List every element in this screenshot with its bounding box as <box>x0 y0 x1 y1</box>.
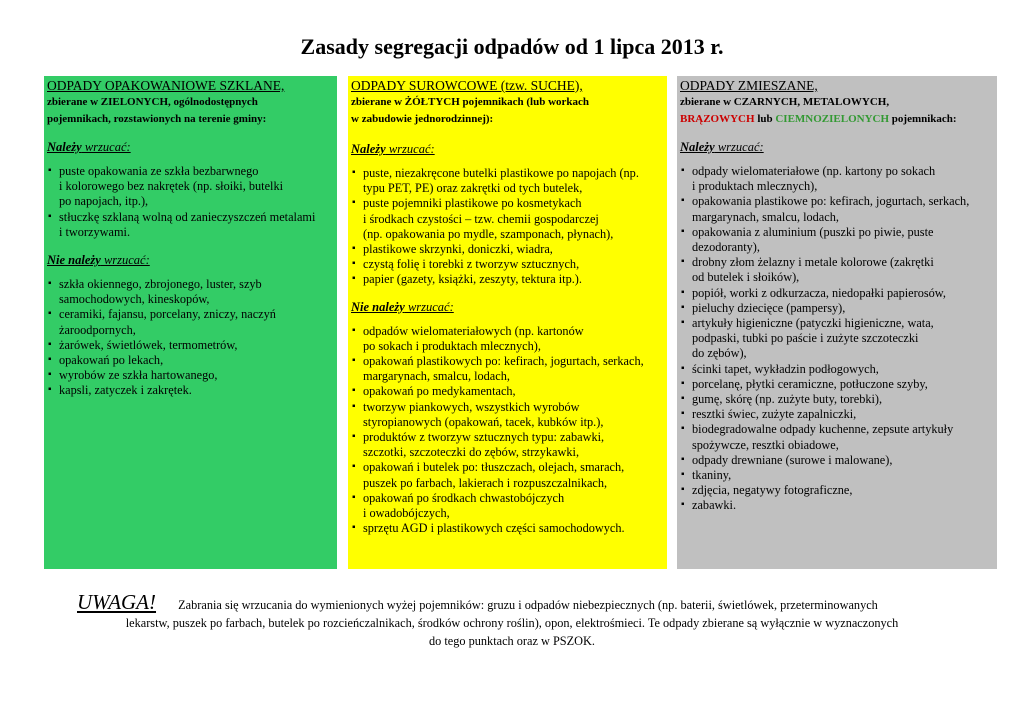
list-item-text: zabawki. <box>692 498 737 513</box>
bullet-icon: ▪ <box>352 243 356 255</box>
dry-waste-column <box>348 76 667 569</box>
warning-line-2: lekarstw, puszek po farbach, butelek po rozcieńczalnikach, środków ochrony roślin), opon, elektrośmieci. Te odpady zbierane są wyłącznie w wyznaczonych <box>125 616 899 630</box>
warning-line-1: Zabrania się wrzucania do wymienionych wyżej pojemników: gruzu i odpadów niebezpiecznych (np. baterii, świetlówek, przeterminowanych <box>178 598 878 612</box>
bullet-icon: ▪ <box>681 195 685 207</box>
list-item-text: po sokach i produktach mlecznych), <box>363 338 541 353</box>
bullet-icon: ▪ <box>681 423 685 435</box>
list-item-text: kapsli, zatyczek i zakrętek. <box>59 383 192 398</box>
list-item-text: styropianowych (opakowań, tacek, kubków itp.), <box>363 414 604 429</box>
list-item-text: odpady wielomateriałowe (np. kartony po sokach <box>692 164 936 178</box>
list-item-text: i owadobójczych, <box>363 506 450 521</box>
bullet-icon: ▪ <box>48 278 52 290</box>
mixed-sub-2: BRĄZOWYCH lub CIEMNOZIELONYCH pojemnikach: <box>680 113 957 125</box>
warning-label: UWAGA! <box>77 590 157 614</box>
bullet-icon: ▪ <box>48 369 52 381</box>
glass-forbidden-list <box>47 277 333 399</box>
list-item-text: plastikowe skrzynki, doniczki, wiadra, <box>363 242 553 257</box>
list-item <box>680 483 993 498</box>
bullet-icon: ▪ <box>681 317 685 329</box>
bullet-icon: ▪ <box>681 362 685 374</box>
list-item <box>47 338 333 353</box>
list-item-text: margarynach, smalcu, lodach, <box>363 369 510 384</box>
list-item-text: puste, niezakręcone butelki plastikowe po napojach (np. <box>363 166 639 180</box>
bullet-icon: ▪ <box>681 484 685 496</box>
list-item-text: biodegradowalne odpady kuchenne, zepsute artykuły <box>692 422 954 437</box>
bullet-icon: ▪ <box>352 197 356 209</box>
bullet-icon: ▪ <box>681 453 685 465</box>
list-item-text: i środkach czystości – tzw. chemii gospodarczej <box>363 211 599 226</box>
list-item-text: i kolorowego bez nakrętek (np. słoiki, butelki <box>59 179 284 194</box>
list-item-text: podpaski, tubki po paście i zużyte szczoteczki <box>692 331 919 346</box>
bullet-icon: ▪ <box>352 324 356 336</box>
bullet-icon: ▪ <box>352 258 356 270</box>
bullet-icon: ▪ <box>681 256 685 268</box>
list-item-text: opakowań i butelek po: tłuszczach, olejach, smarach, <box>363 460 625 475</box>
list-item-text: popiół, worki z odkurzacza, niedopałki papierosów, <box>692 285 946 300</box>
list-item-text: i tworzywami. <box>59 224 131 239</box>
list-item-text: porcelanę, płytki ceramiczne, potłuczone szyby, <box>692 376 928 391</box>
list-item <box>47 353 333 368</box>
list-item-text: i produktach mlecznych), <box>692 179 818 194</box>
list-item-text: spożywcze, resztki obiadowe, <box>692 437 839 452</box>
warning-block <box>0 590 1024 650</box>
brown-bins-label: BRĄZOWYCH <box>680 113 755 125</box>
list-item <box>47 210 333 240</box>
list-item-text: tworzyw piankowych, wszystkich wyrobów <box>363 399 580 414</box>
list-item <box>351 324 663 354</box>
list-item-text: papier (gazety, książki, zeszyty, tektura itp.). <box>363 272 582 287</box>
bullet-icon: ▪ <box>48 210 52 222</box>
bullet-icon: ▪ <box>352 385 356 397</box>
list-item <box>351 521 663 536</box>
list-item-text: puszek po farbach, lakierach i rozpuszczalnikach, <box>363 475 608 490</box>
list-item-text: (np. opakowania po mydle, szamponach, płynach), <box>363 226 614 241</box>
glass-allowed-list <box>47 164 333 240</box>
list-item <box>680 392 993 407</box>
list-item <box>351 242 663 257</box>
bullet-icon: ▪ <box>352 167 356 178</box>
list-item-text: ceramiki, fajansu, porcelany, zniczy, naczyń <box>59 307 276 322</box>
glass-forbidden-title: Nie należy wrzucać: <box>47 253 150 268</box>
bullet-icon: ▪ <box>681 408 685 420</box>
bullet-icon: ▪ <box>352 355 356 367</box>
list-item <box>680 286 993 301</box>
dry-heading: ODPADY SUROWCOWE (tzw. SUCHE), <box>351 78 583 93</box>
list-item-text: sprzętu AGD i plastikowych części samochodowych. <box>363 521 625 536</box>
dry-allowed-title: Należy wrzucać: <box>351 142 435 156</box>
list-item-text: opakowań po medykamentach, <box>363 384 516 399</box>
list-item-text: opakowań po środkach chwastobójczych <box>363 490 565 505</box>
bullet-icon: ▪ <box>681 469 685 481</box>
list-item-text: czystą folię i torebki z tworzyw sztucznych, <box>363 257 580 272</box>
list-item <box>351 272 663 287</box>
glass-sub-2: pojemnikach, rozstawionych na terenie gminy: <box>47 113 267 125</box>
bullet-icon: ▪ <box>681 377 685 389</box>
list-item-text: pieluchy dziecięce (pampersy), <box>692 300 846 315</box>
list-item <box>680 377 993 392</box>
list-item-text: zdjęcia, negatywy fotograficzne, <box>692 483 853 498</box>
glass-allowed-title: Należy wrzucać: <box>47 140 131 154</box>
list-item-text: opakowań po lekach, <box>59 353 164 368</box>
list-item-text: ścinki tapet, wykładzin podłogowych, <box>692 361 879 376</box>
glass-sub-1: zbierane w ZIELONYCH, ogólnodostępnych <box>47 96 258 108</box>
list-item <box>351 400 663 430</box>
bullet-icon: ▪ <box>681 225 685 237</box>
dry-allowed-list <box>351 166 663 288</box>
list-item <box>680 316 993 362</box>
list-item <box>680 255 993 285</box>
dry-sub-2: w zabudowie jednorodzinnej): <box>351 113 494 125</box>
list-item <box>47 164 333 210</box>
list-item-text: odpady drewniane (surowe i malowane), <box>692 452 893 467</box>
list-item-text: po napojach, itp.), <box>59 194 149 209</box>
bullet-icon: ▪ <box>681 499 685 511</box>
glass-heading: ODPADY OPAKOWANIOWE SZKLANE, <box>47 78 285 93</box>
list-item-text: gumę, skórę (np. zużyte buty, torebki), <box>692 392 883 407</box>
list-item-text: produktów z tworzyw sztucznych typu: zabawki, <box>363 430 605 445</box>
list-item <box>351 166 663 196</box>
list-item <box>351 196 663 242</box>
dry-sub-1: zbierane w ŻÓŁTYCH pojemnikach (lub workach <box>351 96 590 108</box>
bullet-icon: ▪ <box>48 308 52 320</box>
list-item <box>680 453 993 468</box>
list-item-text: tkaniny, <box>692 468 732 483</box>
list-item-text: stłuczkę szklaną wolną od zanieczyszczeń metalami <box>59 209 316 224</box>
list-item <box>351 257 663 272</box>
list-item-text: szkła okiennego, zbrojonego, luster, szyb <box>59 277 262 292</box>
bullet-icon: ▪ <box>681 165 685 176</box>
mixed-allowed-title: Należy wrzucać: <box>680 140 764 154</box>
list-item <box>47 307 333 337</box>
dry-forbidden-list <box>351 324 663 537</box>
list-item <box>680 498 993 513</box>
list-item-text: typu PET, PE) oraz zakrętki od tych butelek, <box>363 181 583 196</box>
mixed-allowed-list <box>680 164 993 514</box>
mixed-waste-column <box>677 76 997 569</box>
list-item <box>680 164 993 194</box>
bullet-icon: ▪ <box>48 354 52 366</box>
list-item-text: dezodoranty), <box>692 240 760 255</box>
list-item <box>351 430 663 460</box>
bullet-icon: ▪ <box>352 491 356 503</box>
list-item-text: puste pojemniki plastikowe po kosmetykach <box>363 196 582 211</box>
dry-forbidden-title: Nie należy wrzucać: <box>351 299 454 314</box>
list-item-text: margarynach, smalcu, lodach, <box>692 209 839 224</box>
list-item <box>680 194 993 224</box>
list-item-text: żarówek, świetlówek, termometrów, <box>59 337 238 352</box>
list-item-text: resztki świec, zużyte zapalniczki, <box>692 407 857 422</box>
list-item <box>351 384 663 399</box>
mixed-heading: ODPADY ZMIESZANE, <box>680 78 818 93</box>
list-item <box>680 225 993 255</box>
bullet-icon: ▪ <box>681 301 685 313</box>
list-item <box>680 422 993 452</box>
list-item <box>47 277 333 307</box>
list-item-text: opakowania plastikowe po: kefirach, jogurtach, serkach, <box>692 194 970 209</box>
list-item <box>47 383 333 398</box>
list-item-text: samochodowych, kineskopów, <box>59 292 210 307</box>
glass-waste-column <box>44 76 337 569</box>
list-item <box>680 362 993 377</box>
list-item <box>680 407 993 422</box>
bullet-icon: ▪ <box>352 522 356 534</box>
list-item-text: artykuły higieniczne (patyczki higieniczne, wata, <box>692 316 934 331</box>
list-item-text: wyrobów ze szkła hartowanego, <box>59 368 218 383</box>
bullet-icon: ▪ <box>352 431 356 443</box>
list-item <box>680 301 993 316</box>
bullet-icon: ▪ <box>352 400 356 412</box>
list-item <box>47 368 333 383</box>
bullet-icon: ▪ <box>352 273 356 285</box>
bullet-icon: ▪ <box>48 165 52 176</box>
list-item-text: żaroodpornych, <box>59 322 136 337</box>
list-item <box>351 354 663 384</box>
list-item-text: drobny złom żelazny i metale kolorowe (zakrętki <box>692 255 934 270</box>
list-item-text: szczotki, szczoteczki do zębów, strzykawki, <box>363 445 580 460</box>
bullet-icon: ▪ <box>681 393 685 405</box>
list-item-text: do zębów), <box>692 346 747 361</box>
list-item-text: puste opakowania ze szkła bezbarwnego <box>59 164 259 178</box>
list-item <box>351 491 663 521</box>
list-item-text: odpadów wielomateriałowych (np. kartonów <box>363 323 584 338</box>
list-item <box>680 468 993 483</box>
list-item-text: opakowania z aluminium (puszki po piwie, puste <box>692 224 934 239</box>
bullet-icon: ▪ <box>352 461 356 473</box>
bullet-icon: ▪ <box>681 286 685 298</box>
page-title: Zasady segregacji odpadów od 1 lipca 2013 r. <box>300 34 724 59</box>
bullet-icon: ▪ <box>48 384 52 396</box>
list-item-text: opakowań plastikowych po: kefirach, jogurtach, serkach, <box>363 354 644 369</box>
warning-line-3: do tego punktach oraz w PSZOK. <box>429 634 595 648</box>
bullet-icon: ▪ <box>48 338 52 350</box>
list-item-text: od butelek i słoików), <box>692 270 800 285</box>
mixed-sub-1: zbierane w CZARNYCH, METALOWYCH, <box>680 96 890 108</box>
dark-green-bins-label: CIEMNOZIELONYCH <box>775 113 890 125</box>
list-item <box>351 460 663 490</box>
